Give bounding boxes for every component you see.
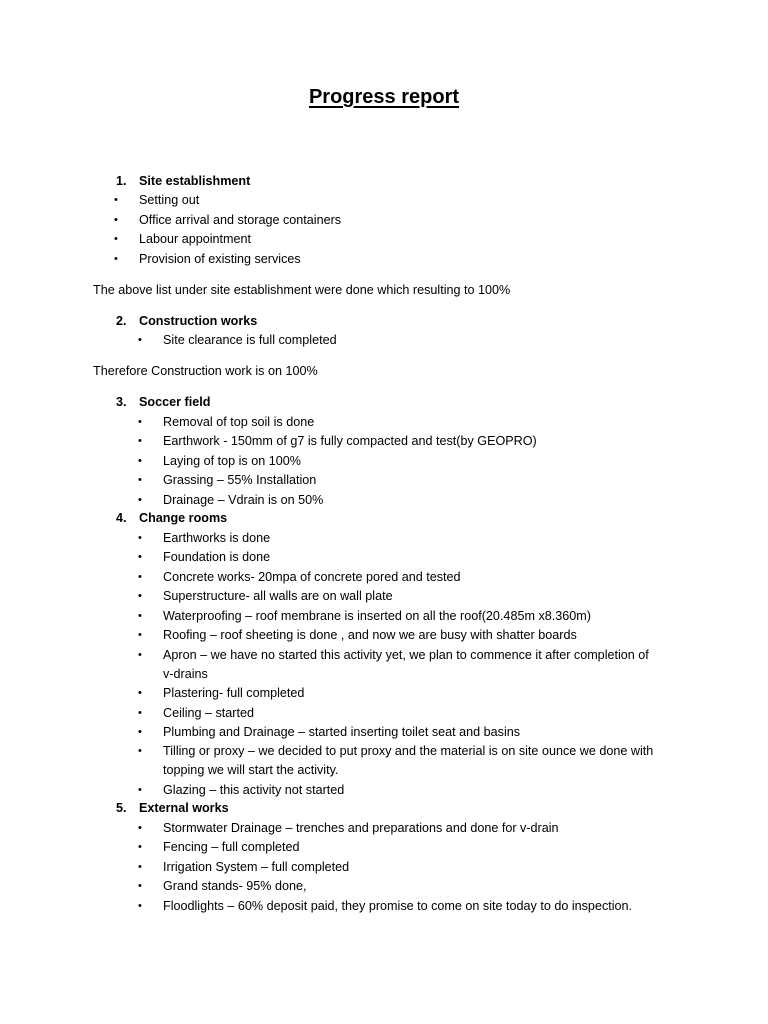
bullet-icon: •	[138, 861, 142, 873]
bullet-icon: •	[114, 233, 118, 245]
bullet-icon: •	[138, 841, 142, 853]
bullet-icon: •	[114, 194, 118, 206]
bullet-icon: •	[138, 900, 142, 912]
bullet-icon: •	[138, 551, 142, 563]
bullet-icon: •	[138, 707, 142, 719]
bullet-icon: •	[138, 629, 142, 641]
bullet-icon: •	[138, 822, 142, 834]
document-page: Progress report 1. Site establishment • Setting out • Office arrival and storage containers • Labour appointment • Provision of existing services The above list under site establishment were done which resulting to 100% 2. Construction works • Site clearance is full completed Therefore Construction work is on 100% 3. Soccer field • Removal of top soil is done • Earthwork - 150mm of g7 is fully compacted and test(by GEOPRO) • Laying of top is on 100% • Grassing – 55% Installation • Drainage – Vdrain is on 50% 4. Change rooms • Earthworks is done • Foundation is done • Concrete works- 20mpa of concrete pored and tested • Superstructure- all walls are on wall plate • Waterproofing – roof membrane is inserted on all the roof(20.485m x8.360m) • Roofing – roof sheeting is done , and now we are busy with shatter boards • Apron – we have no started this activity yet, we plan to commence it after completion of v-drains • Plastering- full completed • Ceiling – started • Plumbing and Drainage – started inserting toilet seat and basins • Tilling or proxy – we decided to put proxy and the material is on site ounce we done with topping we will start the activity. • Glazing – this activity not started 5. External works • Stormwater Drainage – trenches and preparations and done for v-drain • Fencing – full completed • Irrigation System – full completed • Grand stands- 95% done, • Floodlights – 60% deposit paid, they promise to come on site today to do inspection.	[0, 0, 768, 1024]
bullet-icon: •	[138, 687, 142, 699]
bullet-icon: •	[138, 649, 142, 661]
bullet-icon: •	[138, 334, 142, 346]
bullet-icon: •	[138, 532, 142, 544]
page-title: Progress report	[308, 86, 460, 108]
bullet-icon: •	[114, 253, 118, 265]
bullet-icon: •	[138, 726, 142, 738]
bullet-icon: •	[138, 745, 142, 757]
bullet-icon: •	[138, 455, 142, 467]
bullet-icon: •	[138, 474, 142, 486]
bullet-icon: •	[114, 214, 118, 226]
bullet-icon: •	[138, 610, 142, 622]
bullet-icon: •	[138, 784, 142, 796]
bullet-icon: •	[138, 494, 142, 506]
bullet-icon: •	[138, 416, 142, 428]
bullet-icon: •	[138, 435, 142, 447]
bullet-icon: •	[138, 880, 142, 892]
bullet-icon: •	[138, 590, 142, 602]
bullet-icon: •	[138, 571, 142, 583]
